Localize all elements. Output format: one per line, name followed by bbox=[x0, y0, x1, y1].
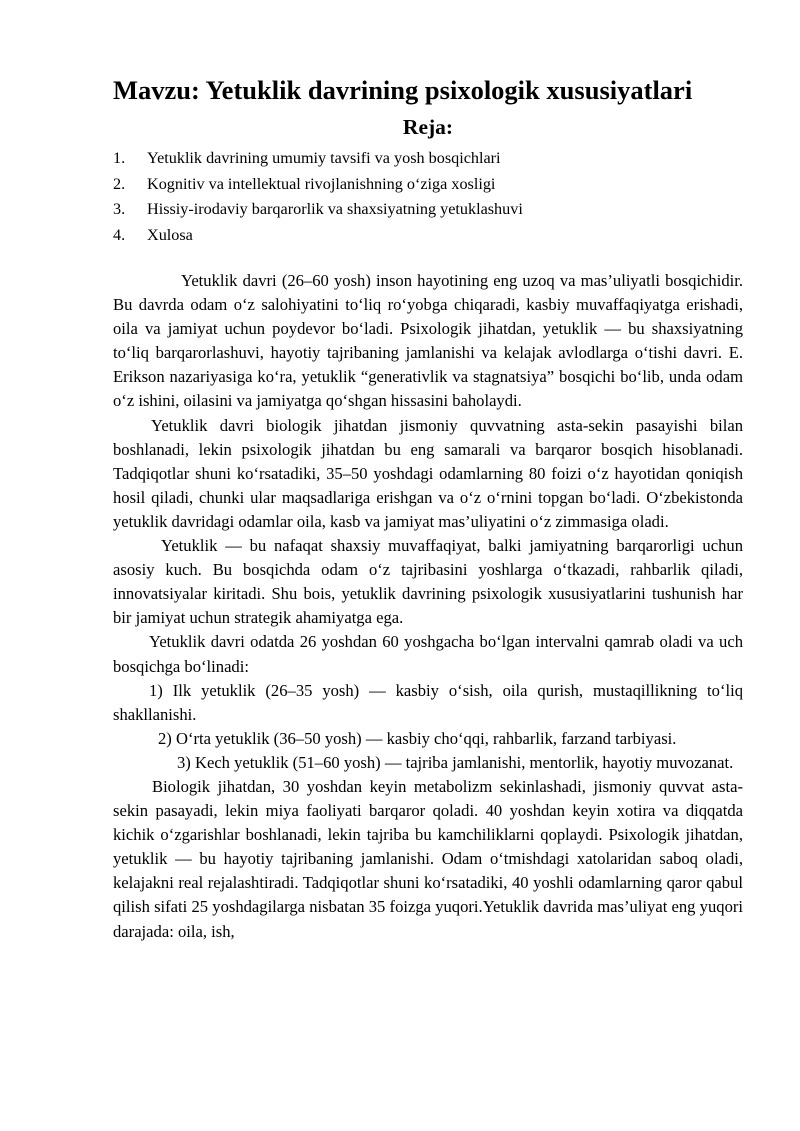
stage-item-early: 1) Ilk yetuklik (26–35 yosh) — kasbiy o‘sish, oila qurish, mustaqillikning to‘liq shakllanishi. bbox=[113, 680, 743, 724]
stage-item-late: 3) Kech yetuklik (51–60 yosh) — tajriba jamlanishi, mentorlik, hayotiy muvozanat. bbox=[177, 752, 734, 772]
paragraph-society: Yetuklik — bu nafaqat shaxsiy muvaffaqiyat, balki jamiyatning barqarorligi uchun asosiy kuch. Bu bosqichda odam o‘z tajribasini yoshlarga o‘tkazadi, rahbarlik qiladi, innovatsiyalar kiritadi. Shu bois, yetuklik davrining psixologik xususiyatlarini tushunish har bir jamiyat uchun strategik ahamiyatga ega. bbox=[113, 536, 743, 628]
plan-item bbox=[113, 197, 743, 223]
paragraph-intro: Yetuklik davri (26–60 yosh) inson hayotining eng uzoq va mas’uliyatli bosqichidir. Bu davrda odam o‘z salohiyatini to‘liq ro‘yobga chiqaradi, kasbiy muvaffaqiyatga erishadi, oila va jamiyat uchun poydevor bo‘ladi. Psixologik jihatdan, yetuklik — bu shaxsiyatning to‘liq barqarorlashuvi, hayotiy tajribaning jamlanishi va kelajak avlodlarga o‘tishi davri. E. Erikson nazariyasiga ko‘ra, yetuklik “generativlik va stagnatsiya” bosqichi bo‘lib, unda odam o‘z ishini, oilasini va jamiyatga qo‘shgan hissasini baholaydi. bbox=[113, 271, 743, 411]
plan-item bbox=[113, 172, 743, 198]
plan-item-number: 4. bbox=[113, 225, 126, 244]
stage-item-middle: 2) O‘rta yetuklik (36–50 yosh) — kasbiy cho‘qqi, rahbarlik, farzand tarbiyasi. bbox=[158, 728, 677, 748]
plan-item-text: Hissiy-irodaviy barqarorlik va shaxsiyatning yetuklashuvi bbox=[147, 200, 523, 218]
paragraph-biology: Yetuklik davri biologik jihatdan jismoniy quvvatning asta-sekin pasayishi bilan boshlanadi, lekin psixologik jihatdan bu eng samarali va barqaror bosqich hisoblanadi. Tadqiqotlar shuni ko‘rsatadiki, 35–50 yoshdagi odamlarning 80 foizi o‘z hayotidan qoniqish hosil qiladi, chunki ular maqsadlariga erishgan va o‘z o‘rnini topgan bo‘ladi. O‘zbekistonda yetuklik davridagi odamlar oila, kasb va jamiyat mas’uliyatini o‘z zimmasiga oladi. bbox=[113, 415, 743, 531]
plan-item-number: 1. bbox=[113, 149, 126, 167]
plan-list bbox=[113, 146, 743, 248]
spacer bbox=[113, 248, 743, 269]
plan-item bbox=[113, 223, 743, 249]
plan-item-text: Xulosa bbox=[147, 225, 193, 244]
document-title: Mavzu: Yetuklik davrining psixologik xususiyatlari bbox=[113, 75, 693, 105]
plan-item-text: Kognitiv va intellektual rivojlanishning o‘ziga xosligi bbox=[147, 174, 496, 193]
paragraph-stages-intro: Yetuklik davri odatda 26 yoshdan 60 yoshgacha bo‘lgan intervalni qamrab oladi va uch bosqichga bo‘linadi: bbox=[113, 632, 743, 676]
plan-heading: Reja: bbox=[402, 115, 454, 139]
document-page bbox=[113, 72, 743, 944]
paragraph-development: Biologik jihatdan, 30 yoshdan keyin metabolizm sekinlashadi, jismoniy quvvat asta-sekin pasayadi, lekin miya faoliyati barqaror qoladi. 40 yoshdan keyin xotira va diqqatda kichik o‘zgarishlar boshlanadi, lekin tajriba bu kamchiliklarni qoplaydi. Psixologik jihatdan, yetuklik — bu hayotiy tajribaning jamlanishi. Odam o‘tmishdagi xatolaridan saboq oladi, kelajakni real rejalashtiradi. Tadqiqotlar shuni ko‘rsatadiki, 40 yoshli odamlarning qaror qabul qilish sifati 25 yoshdagilarga nisbatan 35 foizga yuqori.Yetuklik davrida mas’uliyat eng yuqori darajada: oila, ish, bbox=[113, 776, 743, 941]
plan-item-number: 3. bbox=[113, 200, 126, 218]
plan-item-number: 2. bbox=[113, 174, 126, 193]
plan-item bbox=[113, 146, 743, 172]
plan-item-text: Yetuklik davrining umumiy tavsifi va yosh bosqichlari bbox=[147, 149, 501, 167]
